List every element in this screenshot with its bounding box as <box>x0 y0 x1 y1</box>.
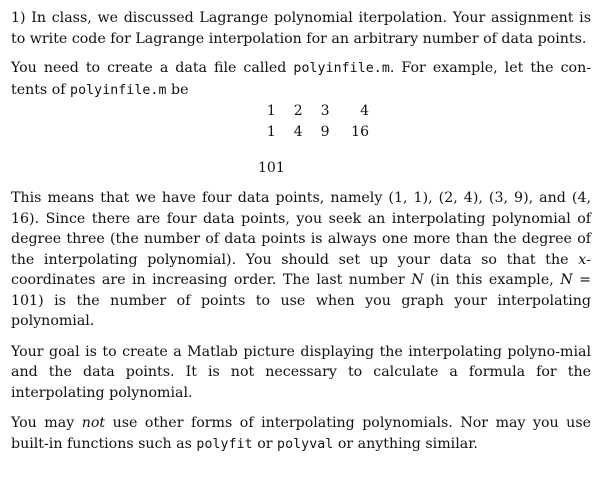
paragraph-explanation <box>11 188 591 332</box>
math-x: x <box>578 251 587 268</box>
explanation-text-1: This means that we have four data points, namely (1, 1), (2, 4), (3, 9), and (4, 16). Since there are four data points, you seek an interpolating polynomial of degree three (the number of data points is always one more than the degree of the interpolating polynomial). You should set up your data so that the <box>11 190 591 268</box>
restriction-text-1: You may <box>11 415 82 431</box>
x-values-row <box>254 101 374 122</box>
table-cell: 1 <box>266 123 276 140</box>
explanation-text-3: (in this example, <box>423 272 561 288</box>
table-cell: 4 <box>360 103 369 119</box>
restriction-text-2: use other forms of interpolating polynomials. Nor may you use built-in functions such as <box>11 415 591 452</box>
restriction-text-3: or <box>252 435 278 452</box>
table-cell: 9 <box>320 123 330 140</box>
paragraph-data-file <box>11 58 591 101</box>
table-cell: 1 <box>266 103 276 119</box>
math-n-2: N <box>560 272 573 288</box>
paragraph-goal: Your goal is to create a Matlab picture displaying the interpolating polyno-mial and the data points. It is not necessary to calculate a formula for the interpolating polynomial. <box>11 343 591 401</box>
function-code-2: polyval <box>277 436 334 452</box>
data-file-text-middle: . For example, let the con-tents of <box>11 60 591 98</box>
table-cell: 16 <box>351 123 369 140</box>
table-cell: 3 <box>320 103 330 119</box>
table-cell: 2 <box>293 103 303 119</box>
data-file-text-before: You need to create a data file called <box>11 60 294 76</box>
assignment-document <box>11 8 591 455</box>
explanation-text-2: -coordinates are in increasing order. The last number <box>11 251 591 288</box>
filename-code-2: polyinfile.m <box>70 82 167 98</box>
table-cell: 4 <box>293 123 303 140</box>
restriction-text-4: or anything similar. <box>333 435 478 452</box>
y-values-row <box>254 122 374 143</box>
data-points-table <box>254 101 374 142</box>
function-code: polyfit <box>196 436 253 452</box>
data-file-text-after: be <box>166 81 189 98</box>
math-n: N <box>411 272 424 288</box>
point-count-value: 101 <box>258 160 285 176</box>
paragraph-intro: 1) In class, we discussed Lagrange polynomial iterpolation. Your assignment is to write code for Lagrange interpolation for an arbitrary number of data points. <box>11 10 591 47</box>
emphasis-not: not <box>81 415 106 431</box>
paragraph-restrictions <box>11 413 591 455</box>
filename-code: polyinfile.m <box>293 61 390 76</box>
explanation-text-4: = 101) is the number of points to use when you graph your interpolating polynomial. <box>11 272 591 329</box>
